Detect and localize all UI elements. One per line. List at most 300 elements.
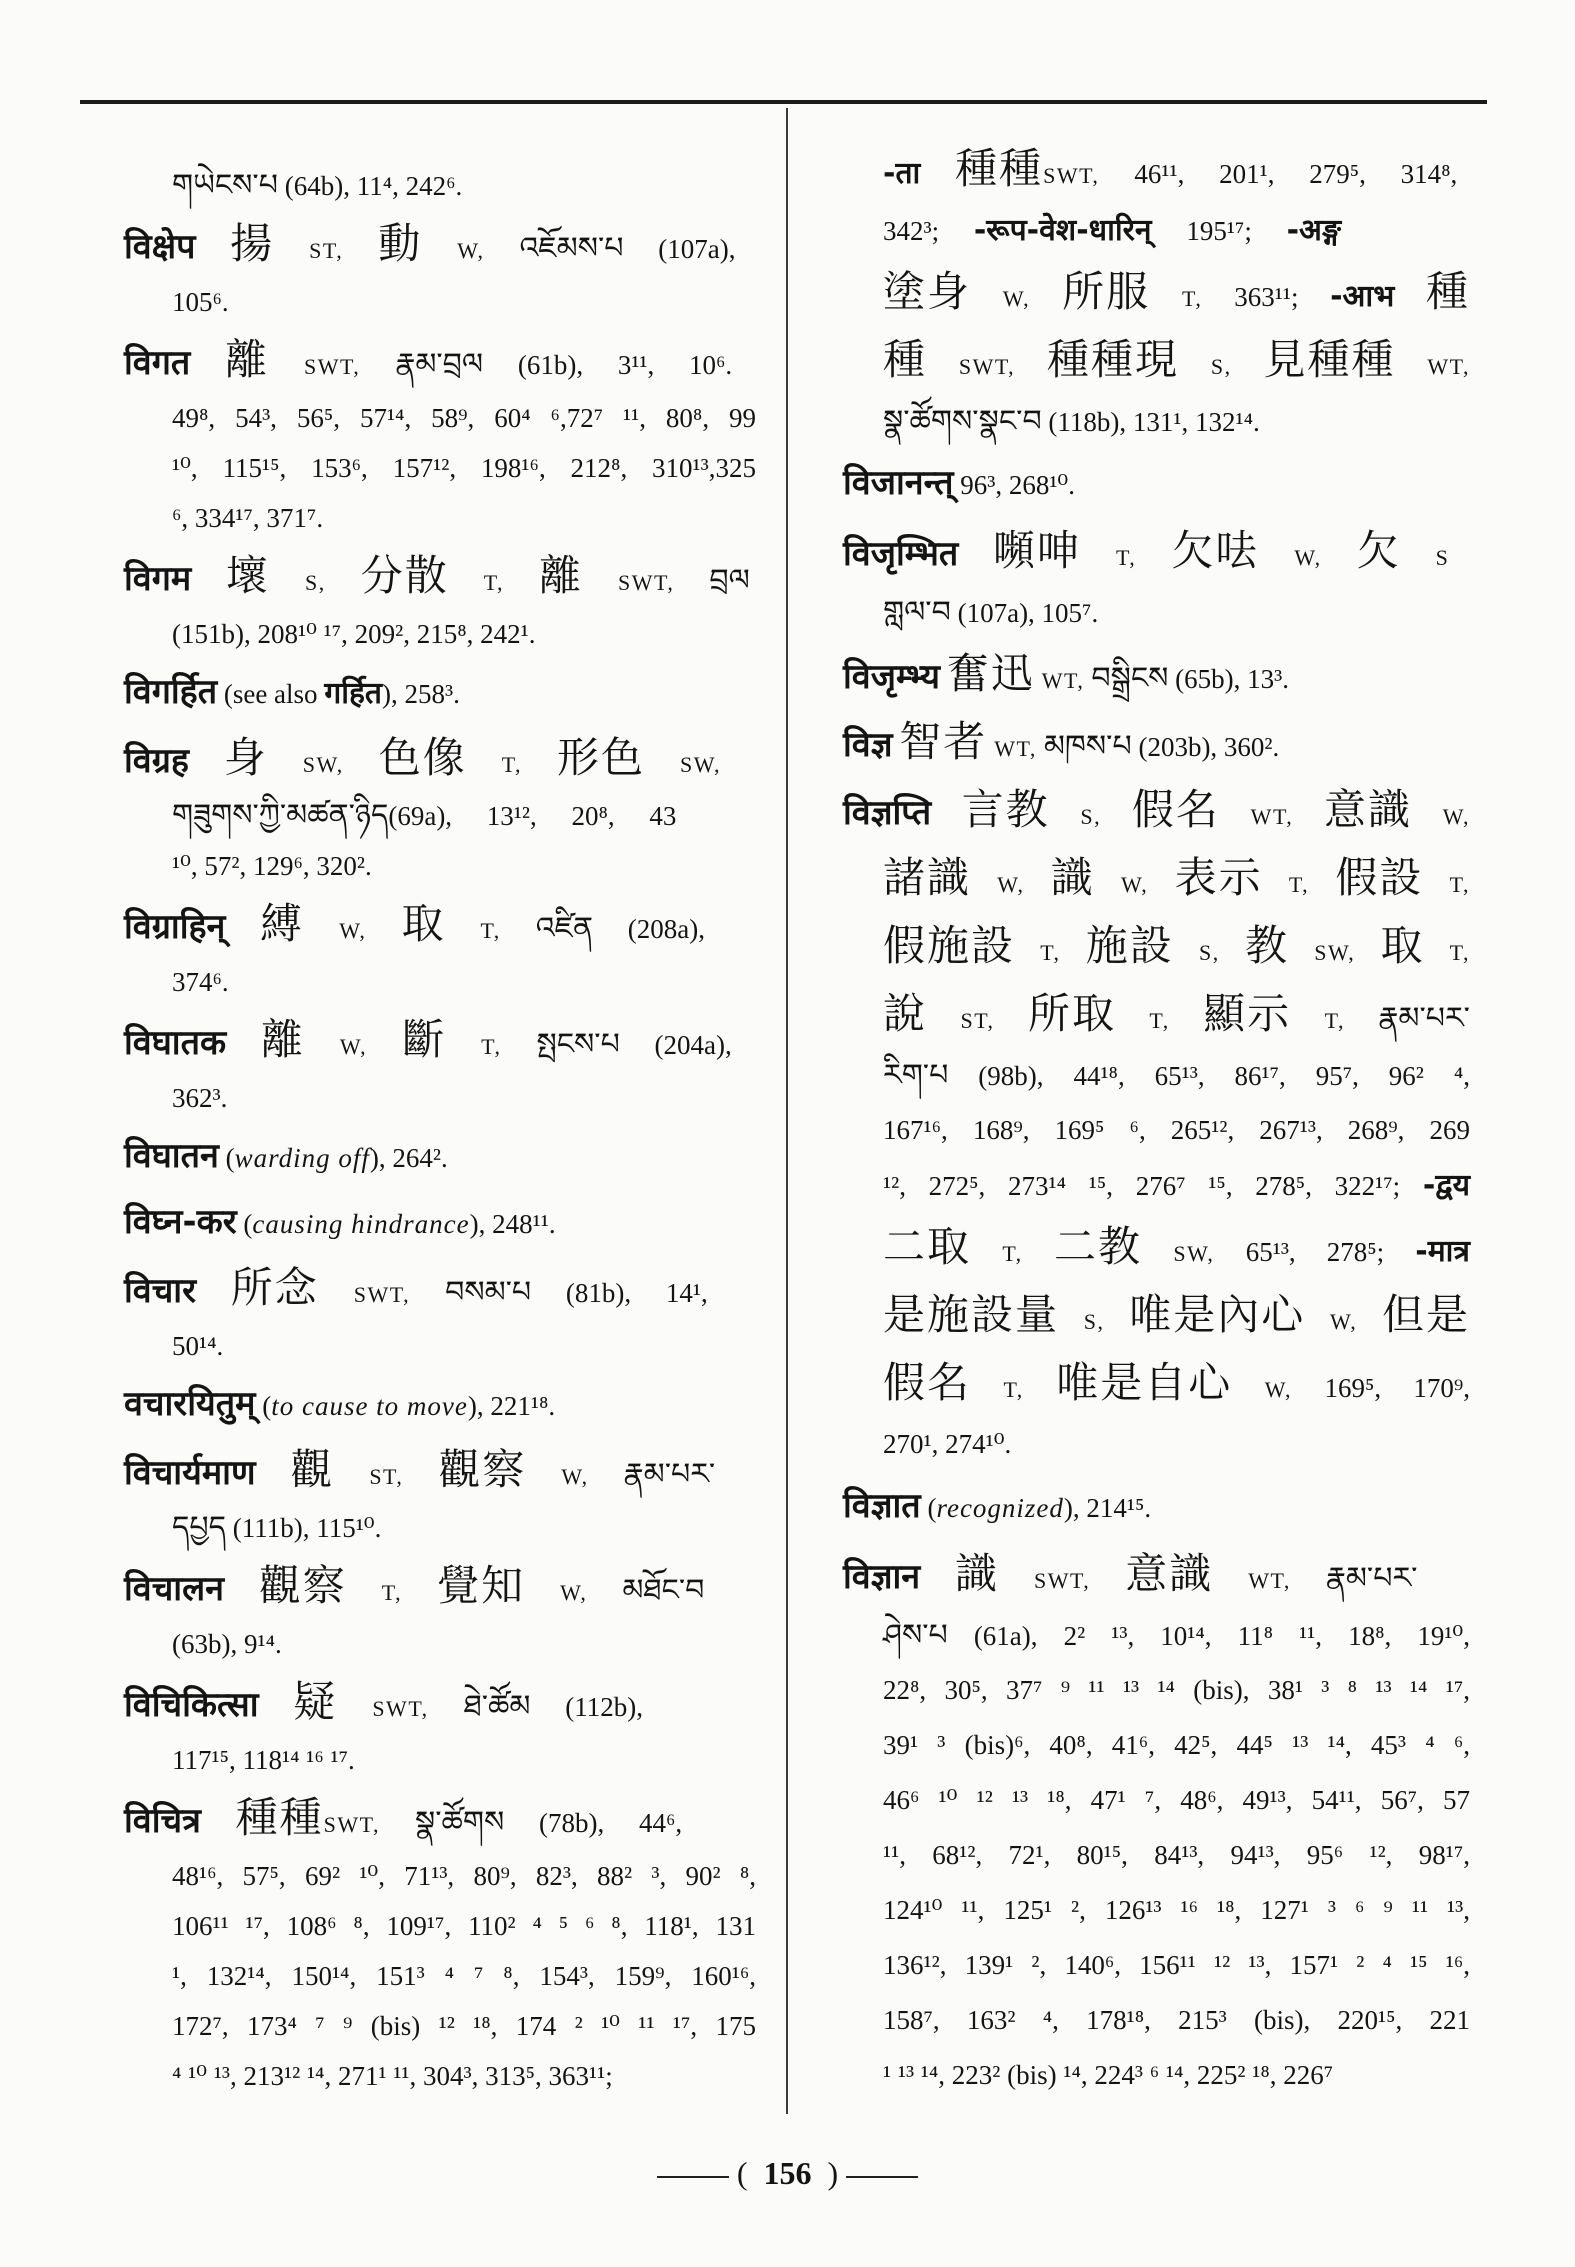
- tibetan-equivalent: གཡེངས་པ: [172, 168, 278, 203]
- page-references: ), 248¹¹.: [469, 1209, 556, 1239]
- dictionary-entry: [124, 543, 756, 659]
- line-text: [172, 161, 462, 211]
- page-references: [225, 914, 260, 944]
- entry-line: [124, 957, 756, 1007]
- page-references: (111b), 115¹⁰.: [225, 1513, 382, 1543]
- entry-line: [124, 211, 756, 277]
- line-text: [124, 1785, 682, 1858]
- chinese-gloss: 取: [1380, 921, 1425, 970]
- headword: विज्ञप्ति: [843, 793, 932, 833]
- headword: विचालन: [124, 1569, 225, 1609]
- entry-line: [843, 1103, 1470, 1158]
- dictionary-entry: [843, 1472, 1470, 1540]
- entry-line: [843, 135, 1470, 203]
- source-sigla: T,: [346, 1580, 438, 1605]
- line-text: [843, 776, 1470, 851]
- chinese-gloss: 離: [224, 335, 269, 384]
- tibetan-equivalent: སྤངས་པ: [536, 1027, 620, 1062]
- line-text: [124, 327, 732, 400]
- headword: विघातन: [124, 1136, 219, 1176]
- page-references: 48¹⁶, 57⁵, 69² ¹⁰, 71¹³, 80⁹, 82³, 88² ³, 90² ⁸,: [172, 1861, 756, 1891]
- tibetan-equivalent: འཇོམས་པ: [519, 231, 624, 266]
- entry-line: [843, 912, 1470, 980]
- chinese-gloss: 表示: [1174, 853, 1263, 902]
- chinese-gloss: 言教: [961, 785, 1050, 834]
- line-text: [172, 957, 229, 1007]
- chinese-gloss: 假名: [883, 1358, 972, 1407]
- entry-line: [124, 1951, 756, 2001]
- entry-line: [843, 1048, 1470, 1103]
- chinese-gloss: 意識: [1125, 1549, 1214, 1598]
- line-text: [883, 1048, 1470, 1104]
- chinese-gloss: 說: [883, 989, 928, 1038]
- line-text: [883, 203, 1341, 259]
- dictionary-entry: [124, 1189, 756, 1255]
- headword: विचिकित्सा: [124, 1685, 259, 1725]
- line-text: [124, 1123, 448, 1191]
- tibetan-equivalent: བྲལ: [709, 563, 750, 598]
- page-references: (61b), 3¹¹, 10⁶.: [483, 350, 733, 380]
- chinese-gloss: 奮迅: [946, 649, 1035, 698]
- line-text: [172, 841, 372, 891]
- entry-line: [124, 1007, 756, 1073]
- page-references: 158⁷, 163² ⁴, 178¹⁸, 215³ (bis), 220¹⁵, 221: [883, 2005, 1470, 2035]
- source-sigla: T,: [448, 570, 540, 595]
- line-text: [124, 211, 736, 284]
- page-references: 195¹⁷;: [1151, 216, 1287, 246]
- page-references: (151b), 208¹⁰ ¹⁷, 209², 215⁸, 242¹.: [172, 619, 536, 649]
- headword: विगम: [124, 559, 192, 599]
- source-sigla: WT,: [1219, 804, 1324, 829]
- source-sigla: T,: [446, 1034, 537, 1059]
- line-text: [172, 277, 229, 327]
- dictionary-entry: [843, 640, 1470, 708]
- entry-line: [843, 1540, 1470, 1608]
- tibetan-equivalent: དཔྱད: [172, 1510, 226, 1545]
- source-sigla: SW,: [1289, 940, 1381, 965]
- chinese-gloss: 離: [260, 1015, 305, 1064]
- entry-line: [843, 326, 1470, 394]
- source-sigla: SWT,: [337, 1696, 464, 1721]
- source-sigla: SW,: [1142, 1241, 1246, 1266]
- chinese-gloss: 見種種: [1263, 335, 1396, 384]
- headword: विचार्यमाण: [124, 1453, 256, 1493]
- page-references: ), 221¹⁸.: [467, 1391, 556, 1421]
- entry-line: [124, 1669, 756, 1735]
- chinese-gloss: 欠呿: [1171, 526, 1260, 575]
- page-references: [920, 159, 955, 189]
- chinese-gloss: 色像: [378, 733, 467, 782]
- chinese-gloss: 離: [539, 551, 584, 600]
- entry-line: [843, 776, 1470, 844]
- source-sigla: T,: [971, 1377, 1057, 1402]
- line-text: [883, 844, 1470, 919]
- headword: विजृम्भ्य: [843, 657, 941, 697]
- tibetan-equivalent: བསྒྲིངས: [1091, 661, 1169, 696]
- page-references: (64b), 11⁴, 242⁶.: [277, 171, 463, 201]
- entry-line: [124, 725, 756, 791]
- page-references: [931, 800, 962, 830]
- entry-line: [124, 1735, 756, 1785]
- entry-line: [124, 1785, 756, 1851]
- source-sigla: SWT,: [323, 1812, 415, 1837]
- page-references: 270¹, 274¹⁰.: [883, 1429, 1012, 1459]
- chinese-gloss: 種: [1425, 267, 1470, 316]
- page-references: [940, 664, 947, 694]
- sanskrit-subentry: -आभ: [1330, 279, 1395, 314]
- dictionary-entry: [124, 1007, 756, 1123]
- page-references: 172⁷, 173⁴ ⁷ ⁹ (bis) ¹² ¹⁸, 174 ² ¹⁰ ¹¹ ¹⁷, 175: [172, 2011, 756, 2041]
- source-sigla: W,: [1259, 545, 1357, 570]
- headword: विक्षेप: [124, 227, 196, 267]
- chinese-gloss: 唯是自心: [1056, 1358, 1233, 1407]
- headword: विगर्हित: [124, 672, 218, 712]
- chinese-gloss: 嚬呻: [992, 526, 1081, 575]
- page-references: 39¹ ³ (bis)⁶, 40⁸, 41⁶, 42⁵, 44⁵ ¹³ ¹⁴, 45³ ⁴ ⁶,: [883, 1730, 1470, 1760]
- tibetan-equivalent: རྣམ་བྲལ: [395, 347, 484, 382]
- source-sigla: S,: [1173, 940, 1245, 965]
- page-references: [195, 234, 230, 264]
- source-sigla: SWT,: [318, 1282, 446, 1307]
- page-references: (: [920, 1493, 937, 1523]
- chinese-gloss: 唯是內心: [1129, 1290, 1306, 1339]
- source-sigla: S,: [1049, 804, 1132, 829]
- line-text: [172, 393, 756, 443]
- headword: विज्ञान: [843, 1557, 921, 1597]
- english-gloss: to cause to move: [271, 1391, 468, 1421]
- entry-line: [843, 1417, 1470, 1472]
- source-sigla: WT,: [1213, 1568, 1326, 1593]
- page-references: (65b), 13³.: [1168, 664, 1289, 694]
- source-sigla: T,: [466, 752, 558, 777]
- entry-line: [124, 1255, 756, 1321]
- chinese-gloss: 種種: [955, 144, 1044, 193]
- source-sigla: WT,: [1395, 354, 1470, 379]
- dictionary-entry: [124, 891, 756, 1007]
- page-references: 49⁸, 54³, 56⁵, 57¹⁴, 58⁹, 60⁴ ⁶,72⁷ ¹¹, 80⁸, 99: [172, 403, 756, 433]
- source-sigla: SW,: [645, 752, 722, 777]
- line-text: [883, 1281, 1470, 1356]
- line-text: [843, 1540, 1417, 1615]
- line-text: [172, 1851, 756, 1901]
- chinese-gloss: 但是: [1381, 1290, 1470, 1339]
- sanskrit-subentry: -रूप-वेश-धारिन्: [973, 213, 1152, 248]
- line-text: [883, 1718, 1470, 1773]
- top-rule: [80, 100, 1487, 104]
- left-column: [124, 161, 756, 2101]
- entry-line: [843, 1472, 1470, 1540]
- english-gloss: causing hindrance: [252, 1209, 470, 1239]
- entry-line: [124, 659, 756, 725]
- page-references: [259, 1692, 294, 1722]
- entry-continuation: [843, 135, 1470, 449]
- entry-line: [124, 1619, 756, 1669]
- entry-line: [124, 161, 756, 211]
- entry-line: [843, 1828, 1470, 1883]
- source-sigla: ST,: [927, 1008, 1028, 1033]
- source-sigla: ST,: [274, 238, 379, 263]
- entry-continuation: [124, 161, 756, 211]
- page-references: ), 264².: [369, 1143, 448, 1173]
- sanskrit-subentry: -ता: [883, 156, 921, 191]
- headword: विचार: [124, 1271, 197, 1311]
- source-sigla: T,: [1081, 545, 1172, 570]
- page-references: (208a),: [592, 914, 705, 944]
- chinese-gloss: 觀察: [438, 1445, 527, 1494]
- page-references: [256, 1460, 291, 1490]
- chinese-gloss: 施設: [1085, 921, 1174, 970]
- page-references: 342³;: [883, 216, 974, 246]
- source-sigla: W,: [1305, 1309, 1382, 1334]
- chinese-gloss: 塗身: [883, 267, 972, 316]
- source-sigla: SW,: [267, 752, 379, 777]
- entry-line: [843, 640, 1470, 708]
- page-references: ¹¹, 68¹², 72¹, 80¹⁵, 84¹³, 94¹³, 95⁶ ¹², 98¹⁷,: [883, 1840, 1470, 1870]
- line-text: [172, 1321, 223, 1371]
- dictionary-entry: [124, 1255, 756, 1371]
- headword: विघातक: [124, 1023, 227, 1063]
- entry-line: [843, 2048, 1470, 2103]
- line-text: [883, 912, 1470, 987]
- dictionary-entry: [124, 211, 756, 327]
- entry-line: [124, 1189, 756, 1255]
- entry-line: [124, 1901, 756, 1951]
- dictionary-entry: [843, 449, 1470, 517]
- entry-line: [124, 443, 756, 493]
- chinese-gloss: 種種現: [1047, 335, 1180, 384]
- line-text: [883, 585, 1098, 641]
- chinese-gloss: 疑: [293, 1677, 338, 1726]
- page-references: 22⁸, 30⁵, 37⁷ ⁹ ¹¹ ¹³ ¹⁴ (bis), 38¹ ³ ⁸ ¹³ ¹⁴ ¹⁷,: [883, 1675, 1470, 1705]
- line-text: [172, 1073, 227, 1123]
- entry-line: [843, 1158, 1470, 1213]
- line-text: [843, 708, 1279, 783]
- page-references: ⁶, 334¹⁷, 371⁷.: [172, 503, 324, 533]
- headword: विग्राहिन्: [124, 907, 226, 947]
- headword: विचित्र: [124, 1801, 201, 1841]
- page-references: 105⁶.: [172, 287, 229, 317]
- chinese-gloss: 假設: [1335, 853, 1424, 902]
- page-references: (81b), 14¹,: [531, 1278, 708, 1308]
- page-references: (69a), 13¹², 20⁸, 43: [388, 801, 677, 831]
- line-text: [883, 1213, 1470, 1288]
- entry-line: [843, 258, 1470, 326]
- footer-paren-close: ): [827, 2155, 839, 2191]
- page-references: [196, 1278, 231, 1308]
- line-text: [172, 1901, 756, 1951]
- tibetan-equivalent: རྣམ་པར་: [623, 1457, 716, 1492]
- source-sigla: W,: [422, 238, 520, 263]
- line-text: [172, 443, 756, 493]
- english-gloss: warding off: [234, 1143, 370, 1173]
- entry-line: [843, 585, 1470, 640]
- page-references: 46¹¹, 201¹, 279⁵, 314⁸,: [1134, 159, 1458, 189]
- entry-line: [843, 394, 1470, 449]
- entry-line: [124, 277, 756, 327]
- entry-line: [124, 1123, 756, 1189]
- line-text: [124, 543, 750, 616]
- chinese-gloss: 身: [223, 733, 268, 782]
- dictionary-entry: [124, 1371, 756, 1437]
- entry-line: [843, 1993, 1470, 2048]
- line-text: [124, 1371, 555, 1439]
- line-text: [883, 1608, 1470, 1664]
- entry-line: [124, 2051, 756, 2101]
- sanskrit-subentry: -द्वय: [1422, 1168, 1470, 1203]
- entry-line: [124, 891, 756, 957]
- page-references: (61a), 2² ¹³, 10¹⁴, 11⁸ ¹¹, 18⁸, 19¹⁰,: [947, 1621, 1470, 1651]
- chinese-gloss: 動: [378, 219, 423, 268]
- entry-line: [124, 543, 756, 609]
- page-references: ¹ ¹³ ¹⁴, 223² (bis) ¹⁴, 224³ ⁶ ¹⁴, 225² ¹⁸, 226⁷: [883, 2060, 1334, 2090]
- chinese-gloss: 所取: [1027, 989, 1116, 1038]
- page-references: [1394, 282, 1426, 312]
- chinese-gloss: 顯示: [1203, 989, 1292, 1038]
- entry-line: [843, 203, 1470, 258]
- page-references: [920, 1564, 955, 1594]
- page-references: [189, 748, 224, 778]
- line-text: [883, 1828, 1470, 1883]
- line-text: [883, 1103, 1470, 1158]
- source-sigla: S,: [1179, 354, 1264, 379]
- page-references: (203b), 360².: [1131, 732, 1280, 762]
- line-text: [883, 1993, 1470, 2048]
- tibetan-equivalent: གཟུགས་ཀྱི་མཚན་ཉིད: [172, 798, 389, 833]
- page-references: [958, 541, 993, 571]
- line-text: [124, 1007, 732, 1080]
- page-references: 50¹⁴.: [172, 1331, 224, 1361]
- dictionary-entry: [843, 1540, 1470, 2103]
- source-sigla: W,: [1412, 804, 1471, 829]
- headword: विजृम्भित: [843, 534, 959, 574]
- line-text: [883, 980, 1470, 1055]
- source-sigla: W,: [304, 918, 402, 943]
- chinese-gloss: 覺知: [437, 1561, 526, 1610]
- chinese-gloss: 教: [1244, 921, 1289, 970]
- page-references: [224, 1576, 259, 1606]
- chinese-gloss: 種種: [235, 1793, 324, 1842]
- entry-line: [843, 1938, 1470, 1993]
- source-sigla: W,: [1094, 872, 1175, 897]
- entry-line: [843, 1883, 1470, 1938]
- tibetan-equivalent: འཛིན: [535, 911, 593, 946]
- source-sigla: W,: [971, 286, 1063, 311]
- line-text: [843, 449, 1075, 519]
- entry-line: [843, 1718, 1470, 1773]
- source-sigla: SWT,: [927, 354, 1048, 379]
- chinese-gloss: 識: [1050, 853, 1095, 902]
- line-text: [843, 640, 1289, 715]
- tibetan-equivalent: རྣམ་པར་: [1325, 1561, 1418, 1596]
- entry-line: [124, 791, 756, 841]
- page-references: 167¹⁶, 168⁹, 169⁵ ⁶, 265¹², 267¹³, 268⁹, 269: [883, 1115, 1470, 1145]
- entry-line: [843, 844, 1470, 912]
- tibetan-equivalent: སྣ་ཚོགས: [414, 1805, 505, 1840]
- headword: विज्ञ: [843, 725, 893, 765]
- dictionary-entry: [124, 725, 756, 891]
- source-sigla: T,: [1015, 940, 1086, 965]
- tibetan-equivalent: མཐོང་བ: [622, 1573, 705, 1608]
- entry-line: [843, 980, 1470, 1048]
- chinese-gloss: 所念: [230, 1263, 319, 1312]
- page-references: (78b), 44⁶,: [504, 1808, 683, 1838]
- page-references: (63b), 9¹⁴.: [172, 1629, 282, 1659]
- sanskrit-subentry: -अङ्ग: [1286, 213, 1341, 248]
- chinese-gloss: 意識: [1324, 785, 1413, 834]
- page-references: [201, 1808, 236, 1838]
- page-references: 96³, 268¹⁰.: [953, 470, 1075, 500]
- line-text: [172, 1735, 355, 1785]
- source-sigla: T,: [445, 918, 536, 943]
- line-text: [172, 791, 676, 841]
- entry-line: [124, 1503, 756, 1553]
- tibetan-equivalent: ཤེས་པ: [883, 1618, 948, 1653]
- column-divider: [786, 108, 788, 2114]
- entry-line: [124, 2001, 756, 2051]
- source-sigla: T,: [971, 1241, 1055, 1266]
- page-references: (107a),: [623, 234, 736, 264]
- chinese-gloss: 智者: [899, 717, 988, 766]
- source-sigla: SWT,: [583, 570, 710, 595]
- headword: विगत: [124, 343, 191, 383]
- entry-line: [843, 1349, 1470, 1417]
- tibetan-equivalent: སྣ་ཚོགས་སྣང་བ: [883, 404, 1042, 439]
- chinese-gloss: 是施設量: [883, 1290, 1060, 1339]
- chinese-gloss: 縛: [260, 899, 305, 948]
- page-references: 65¹³, 278⁵;: [1245, 1237, 1416, 1267]
- source-sigla: W,: [1232, 1377, 1325, 1402]
- line-text: [883, 1773, 1470, 1828]
- line-text: [883, 326, 1470, 401]
- page-references: ), 258³.: [382, 679, 460, 709]
- line-text: [883, 258, 1470, 333]
- source-sigla: SWT,: [998, 1568, 1126, 1593]
- entry-line: [124, 1553, 756, 1619]
- line-text: [172, 1503, 381, 1553]
- dictionary-entry: [843, 517, 1470, 640]
- chinese-gloss: 觀: [290, 1445, 335, 1494]
- line-text: [883, 1349, 1470, 1424]
- tibetan-equivalent: བསམ་པ: [445, 1275, 532, 1310]
- line-text: [172, 2001, 756, 2051]
- line-text: [124, 1189, 556, 1257]
- line-text: [172, 1619, 282, 1669]
- dictionary-entry: [124, 1669, 756, 1785]
- tibetan-equivalent: ཐེ་ཚོམ: [463, 1689, 531, 1724]
- source-sigla: W,: [304, 1034, 403, 1059]
- page-references: (118b), 131¹, 132¹⁴.: [1041, 407, 1260, 437]
- chinese-gloss: 壞: [225, 551, 270, 600]
- page-references: 363¹¹;: [1234, 282, 1331, 312]
- source-sigla: SWT,: [1043, 163, 1135, 188]
- page-references: 124¹⁰ ¹¹, 125¹ ², 126¹³ ¹⁶ ¹⁸, 127¹ ³ ⁶ ⁹ ¹¹ ¹³,: [883, 1895, 1470, 1925]
- line-text: [124, 725, 721, 798]
- page-references: 136¹², 139¹ ², 140⁶, 156¹¹ ¹² ¹³, 157¹ ² ⁴ ¹⁵ ¹⁶,: [883, 1950, 1470, 1980]
- chinese-gloss: 二取: [883, 1222, 972, 1271]
- chinese-gloss: 二教: [1054, 1222, 1143, 1271]
- page-references: 106¹¹ ¹⁷, 108⁶ ⁸, 109¹⁷, 110² ⁴ ⁵ ⁶ ⁸, 118¹, 131: [172, 1911, 756, 1941]
- chinese-gloss: 觀察: [258, 1561, 347, 1610]
- source-sigla: T,: [1291, 1008, 1379, 1033]
- line-text: [883, 1938, 1470, 1993]
- page-references: ⁴ ¹⁰ ¹³, 213¹² ¹⁴, 271¹ ¹¹, 304³, 313⁵, 363¹¹;: [172, 2061, 613, 2091]
- headword: विघ्न-कर: [124, 1202, 237, 1242]
- source-sigla: T,: [1115, 1008, 1204, 1033]
- source-sigla: W,: [525, 1580, 623, 1605]
- chinese-gloss: 所服: [1062, 267, 1151, 316]
- page-number: 156: [763, 2155, 812, 2191]
- line-text: [843, 517, 1449, 592]
